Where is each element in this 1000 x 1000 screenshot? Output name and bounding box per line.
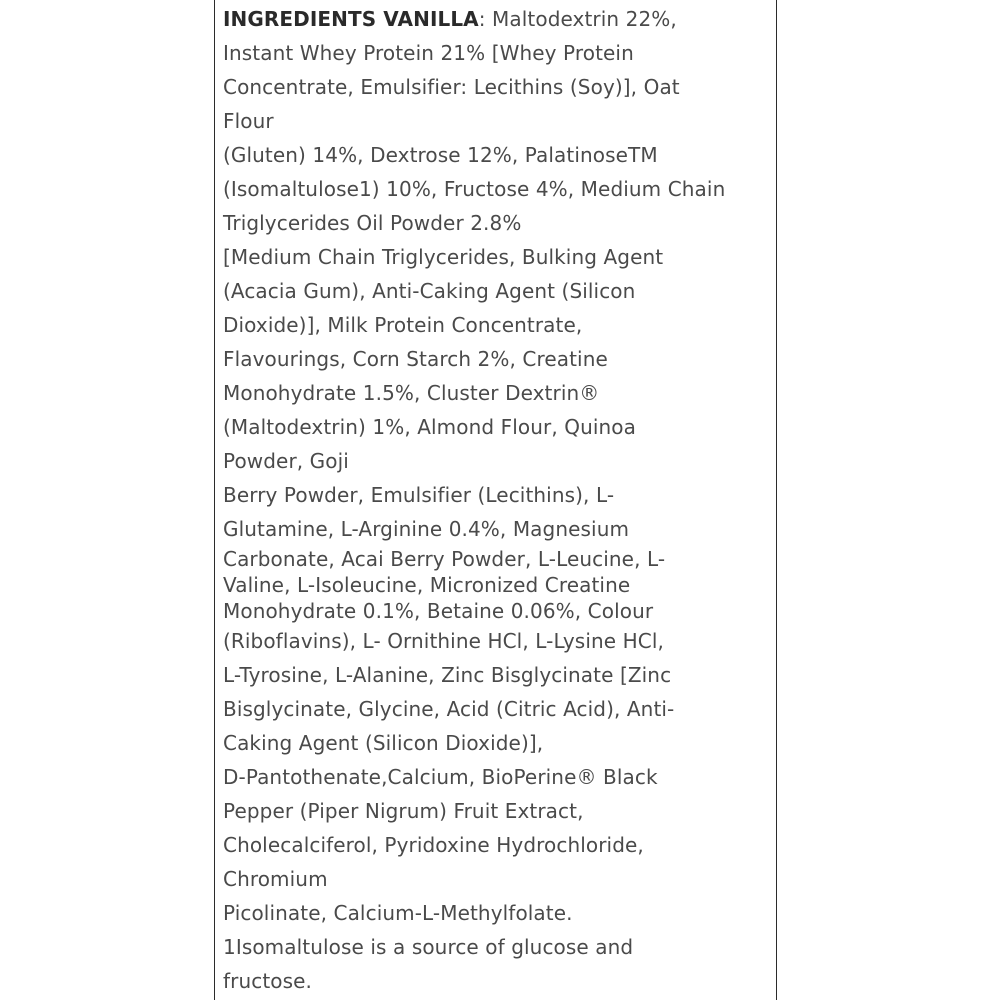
ingredients-line: Caking Agent (Silicon Dioxide)], [223, 731, 544, 755]
ingredients-line: L-Tyrosine, L-Alanine, Zinc Bisglycinate [Zinc [223, 663, 672, 687]
ingredients-line: Pepper (Piper Nigrum) Fruit Extract, [223, 799, 584, 823]
ingredients-line: 1Isomaltulose is a source of glucose and [223, 935, 634, 959]
ingredients-line: Berry Powder, Emulsifier (Lecithins), L- [223, 483, 615, 507]
ingredients-first-line-rest: : Maltodextrin 22%, [478, 7, 677, 31]
ingredients-line: (Isomaltulose1) 10%, Fructose 4%, Medium Chain [223, 177, 726, 201]
ingredients-line: Flavourings, Corn Starch 2%, Creatine [223, 347, 608, 371]
ingredients-line: Instant Whey Protein 21% [Whey Protein [223, 41, 634, 65]
ingredients-panel [214, 0, 777, 1000]
ingredients-line: Flour [223, 109, 274, 133]
ingredients-line: fructose. [223, 969, 312, 993]
ingredients-line: D-Pantothenate,Calcium, BioPerine® Black [223, 765, 658, 789]
ingredients-line: Monohydrate 0.1%, Betaine 0.06%, Colour [223, 599, 654, 623]
ingredients-line: [Medium Chain Triglycerides, Bulking Agent [223, 245, 664, 269]
ingredients-line: Carbonate, Acai Berry Powder, L-Leucine, L- [223, 547, 666, 571]
ingredients-line: Cholecalciferol, Pyridoxine Hydrochloride, [223, 833, 644, 857]
ingredients-line: Picolinate, Calcium-L-Methylfolate. [223, 901, 573, 925]
ingredients-line: (Riboflavins), L- Ornithine HCl, L-Lysine HCl, [223, 629, 664, 653]
ingredients-line: Concentrate, Emulsifier: Lecithins (Soy)], Oat [223, 75, 680, 99]
ingredients-line: Glutamine, L-Arginine 0.4%, Magnesium [223, 517, 630, 541]
ingredients-line: Chromium [223, 867, 328, 891]
ingredients-line: (Maltodextrin) 1%, Almond Flour, Quinoa [223, 415, 636, 439]
ingredients-line-1 [223, 2, 775, 36]
ingredients-line: Triglycerides Oil Powder 2.8% [223, 211, 522, 235]
ingredients-heading: INGREDIENTS VANILLA [223, 7, 479, 31]
ingredients-line: Bisglycinate, Glycine, Acid (Citric Acid), Anti- [223, 697, 675, 721]
ingredients-line: Dioxide)], Milk Protein Concentrate, [223, 313, 583, 337]
ingredients-line: Valine, L-Isoleucine, Micronized Creatine [223, 573, 631, 597]
ingredients-line: Powder, Goji [223, 449, 349, 473]
ingredients-line: (Gluten) 14%, Dextrose 12%, PalatinoseTM [223, 143, 658, 167]
ingredients-line: Monohydrate 1.5%, Cluster Dextrin® [223, 381, 600, 405]
ingredients-line: (Acacia Gum), Anti-Caking Agent (Silicon [223, 279, 636, 303]
ingredients-text [223, 2, 775, 998]
